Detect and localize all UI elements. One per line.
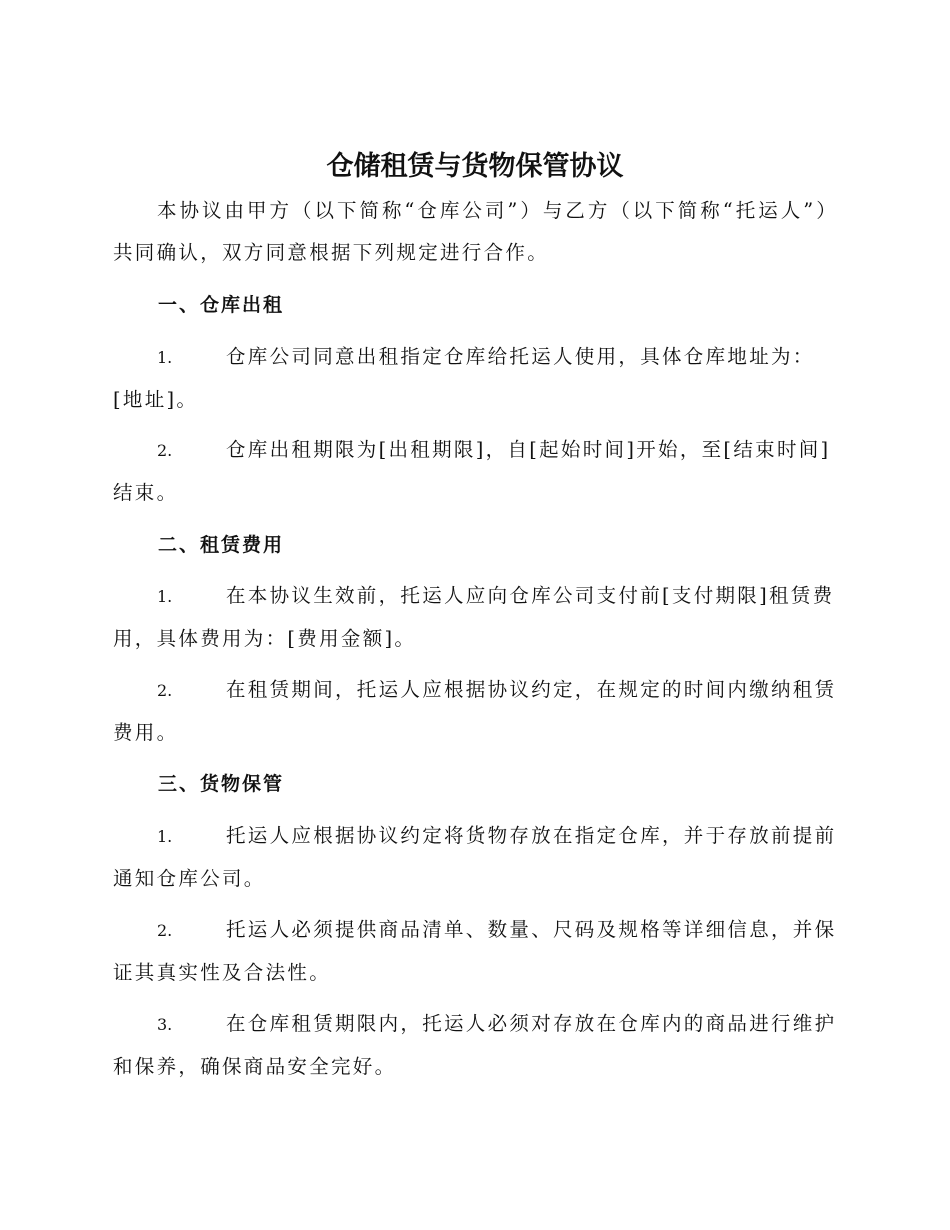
list-item xyxy=(113,909,838,994)
list-item xyxy=(113,815,838,900)
document-title: 仓储租赁与货物保管协议 xyxy=(326,151,624,182)
item-text: 仓库公司同意出租指定仓库给托运人使用，具体仓库地址为：[地址]。 xyxy=(113,345,815,411)
intro-paragraph: 本协议由甲方（以下简称“仓库公司”）与乙方（以下简称“托运人”）共同确认，双方同意根据下列规定进行合作。 xyxy=(113,199,838,264)
item-number: 1. xyxy=(157,827,173,846)
section-heading-rental-fees: 二、租赁费用 xyxy=(158,534,285,556)
item-number: 3. xyxy=(157,1015,173,1034)
item-text: 在仓库租赁期限内，托运人必须对存放在仓库内的商品进行维护和保养，确保商品安全完好。 xyxy=(113,1012,837,1078)
item-number: 2. xyxy=(157,681,173,700)
list-item xyxy=(113,429,838,514)
item-number: 2. xyxy=(157,441,173,460)
list-item xyxy=(113,669,838,754)
list-item xyxy=(113,1003,838,1088)
item-text: 托运人应根据协议约定将货物存放在指定仓库，并于存放前提前通知仓库公司。 xyxy=(113,824,837,890)
section-heading-warehouse-rental: 一、仓库出租 xyxy=(158,294,285,316)
section-heading-goods-custody: 三、货物保管 xyxy=(158,773,285,795)
list-item xyxy=(113,336,838,421)
item-text: 托运人必须提供商品清单、数量、尺码及规格等详细信息，并保证其真实性及合法性。 xyxy=(113,918,837,984)
item-text: 仓库出租期限为[出租期限]，自[起始时间]开始，至[结束时间]结束。 xyxy=(113,438,831,504)
list-item xyxy=(113,575,838,660)
item-number: 2. xyxy=(157,921,173,940)
item-text: 在本协议生效前，托运人应向仓库公司支付前[支付期限]租赁费用，具体费用为：[费用金额]。 xyxy=(113,584,835,650)
item-text: 在租赁期间，托运人应根据协议约定，在规定的时间内缴纳租赁费用。 xyxy=(113,678,837,744)
item-number: 1. xyxy=(157,587,173,606)
item-number: 1. xyxy=(157,348,173,367)
